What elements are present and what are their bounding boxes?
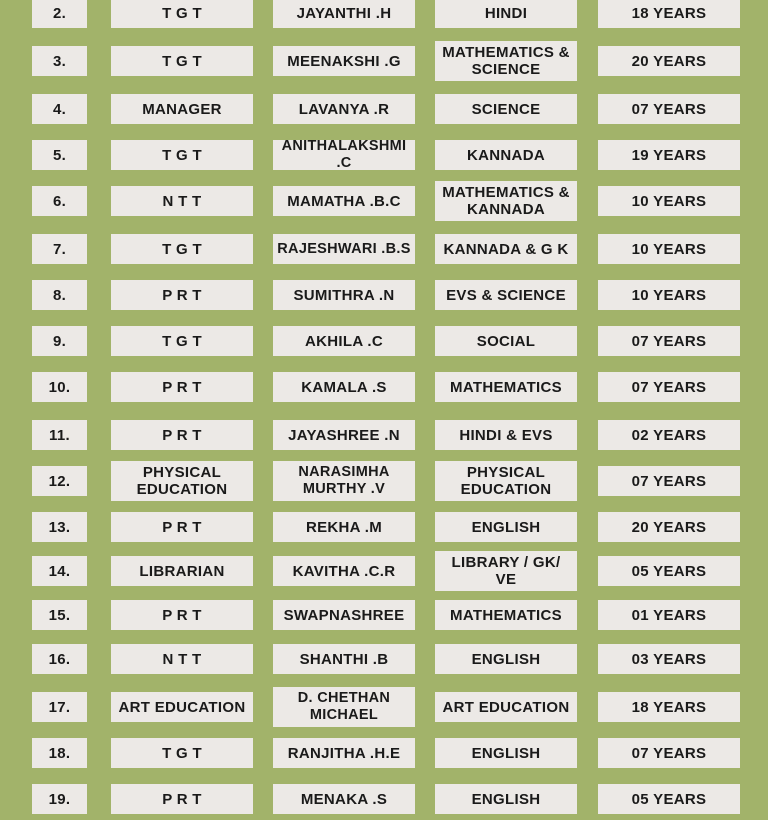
table-row — [0, 134, 768, 176]
table-row — [0, 88, 768, 130]
table-row — [0, 40, 768, 82]
subject-cell: ENGLISH — [435, 738, 577, 768]
designation-cell: MANAGER — [111, 94, 253, 124]
subject-cell: ENGLISH — [435, 512, 577, 542]
designation-cell: P R T — [111, 512, 253, 542]
table-row — [0, 0, 768, 34]
subject-cell: MATHEMATICS — [435, 600, 577, 630]
experience-cell: 18 YEARS — [598, 0, 740, 28]
subject-cell: PHYSICAL EDUCATION — [435, 461, 577, 501]
teacher-name-cell: RANJITHA .H.E — [273, 738, 415, 768]
serial-number-cell: 7. — [32, 234, 87, 264]
teacher-name-cell: MEENAKSHI .G — [273, 46, 415, 76]
teacher-name-cell: LAVANYA .R — [273, 94, 415, 124]
table-row — [0, 506, 768, 548]
designation-cell: LIBRARIAN — [111, 556, 253, 586]
designation-cell: P R T — [111, 600, 253, 630]
teacher-name-cell: ANITHALAKSHMI .C — [273, 140, 415, 170]
teacher-name-cell: JAYASHREE .N — [273, 420, 415, 450]
serial-number-cell: 6. — [32, 186, 87, 216]
subject-cell: ART EDUCATION — [435, 692, 577, 722]
table-row — [0, 778, 768, 820]
designation-cell: P R T — [111, 280, 253, 310]
experience-cell: 07 YEARS — [598, 326, 740, 356]
experience-cell: 03 YEARS — [598, 644, 740, 674]
serial-number-cell: 11. — [32, 420, 87, 450]
experience-cell: 07 YEARS — [598, 94, 740, 124]
teacher-name-cell: NARASIMHA MURTHY .V — [273, 461, 415, 501]
serial-number-cell: 9. — [32, 326, 87, 356]
serial-number-cell: 16. — [32, 644, 87, 674]
designation-cell: ART EDUCATION — [111, 692, 253, 722]
subject-cell: HINDI & EVS — [435, 420, 577, 450]
serial-number-cell: 8. — [32, 280, 87, 310]
teacher-name-cell: JAYANTHI .H — [273, 0, 415, 28]
experience-cell: 20 YEARS — [598, 46, 740, 76]
experience-cell: 02 YEARS — [598, 420, 740, 450]
subject-cell: EVS & SCIENCE — [435, 280, 577, 310]
experience-cell: 10 YEARS — [598, 234, 740, 264]
designation-cell: T G T — [111, 46, 253, 76]
table-row — [0, 320, 768, 362]
teacher-name-cell: REKHA .M — [273, 512, 415, 542]
designation-cell: P R T — [111, 784, 253, 814]
serial-number-cell: 19. — [32, 784, 87, 814]
designation-cell: N T T — [111, 186, 253, 216]
designation-cell: P R T — [111, 420, 253, 450]
serial-number-cell: 17. — [32, 692, 87, 722]
experience-cell: 07 YEARS — [598, 466, 740, 496]
experience-cell: 07 YEARS — [598, 738, 740, 768]
subject-cell: KANNADA & G K — [435, 234, 577, 264]
teacher-name-cell: AKHILA .C — [273, 326, 415, 356]
experience-cell: 07 YEARS — [598, 372, 740, 402]
serial-number-cell: 2. — [32, 0, 87, 28]
teacher-name-cell: D. CHETHAN MICHAEL — [273, 687, 415, 727]
teacher-name-cell: SWAPNASHREE — [273, 600, 415, 630]
teacher-name-cell: MAMATHA .B.C — [273, 186, 415, 216]
subject-cell: KANNADA — [435, 140, 577, 170]
teacher-name-cell: MENAKA .S — [273, 784, 415, 814]
serial-number-cell: 14. — [32, 556, 87, 586]
subject-cell: LIBRARY / GK/ VE — [435, 551, 577, 591]
table-row — [0, 550, 768, 592]
designation-cell: PHYSICAL EDUCATION — [111, 461, 253, 501]
serial-number-cell: 15. — [32, 600, 87, 630]
table-row — [0, 180, 768, 222]
designation-cell: P R T — [111, 372, 253, 402]
experience-cell: 05 YEARS — [598, 556, 740, 586]
teacher-name-cell: RAJESHWARI .B.S — [273, 234, 415, 264]
subject-cell: HINDI — [435, 0, 577, 28]
subject-cell: MATHEMATICS & KANNADA — [435, 181, 577, 221]
designation-cell: T G T — [111, 140, 253, 170]
table-row — [0, 274, 768, 316]
subject-cell: MATHEMATICS & SCIENCE — [435, 41, 577, 81]
designation-cell: T G T — [111, 738, 253, 768]
table-row — [0, 686, 768, 728]
subject-cell: MATHEMATICS — [435, 372, 577, 402]
designation-cell: T G T — [111, 0, 253, 28]
experience-cell: 18 YEARS — [598, 692, 740, 722]
experience-cell: 10 YEARS — [598, 280, 740, 310]
subject-cell: ENGLISH — [435, 644, 577, 674]
serial-number-cell: 12. — [32, 466, 87, 496]
table-row — [0, 638, 768, 680]
table-row — [0, 366, 768, 408]
serial-number-cell: 18. — [32, 738, 87, 768]
teacher-name-cell: SHANTHI .B — [273, 644, 415, 674]
table-row — [0, 228, 768, 270]
experience-cell: 01 YEARS — [598, 600, 740, 630]
serial-number-cell: 13. — [32, 512, 87, 542]
teacher-name-cell: KAMALA .S — [273, 372, 415, 402]
designation-cell: T G T — [111, 326, 253, 356]
serial-number-cell: 5. — [32, 140, 87, 170]
teacher-name-cell: KAVITHA .C.R — [273, 556, 415, 586]
serial-number-cell: 10. — [32, 372, 87, 402]
experience-cell: 19 YEARS — [598, 140, 740, 170]
table-row — [0, 414, 768, 456]
experience-cell: 05 YEARS — [598, 784, 740, 814]
subject-cell: SCIENCE — [435, 94, 577, 124]
subject-cell: SOCIAL — [435, 326, 577, 356]
experience-cell: 20 YEARS — [598, 512, 740, 542]
table-row — [0, 732, 768, 774]
serial-number-cell: 4. — [32, 94, 87, 124]
designation-cell: T G T — [111, 234, 253, 264]
teacher-name-cell: SUMITHRA .N — [273, 280, 415, 310]
designation-cell: N T T — [111, 644, 253, 674]
subject-cell: ENGLISH — [435, 784, 577, 814]
table-row — [0, 594, 768, 636]
experience-cell: 10 YEARS — [598, 186, 740, 216]
table-row — [0, 460, 768, 502]
serial-number-cell: 3. — [32, 46, 87, 76]
